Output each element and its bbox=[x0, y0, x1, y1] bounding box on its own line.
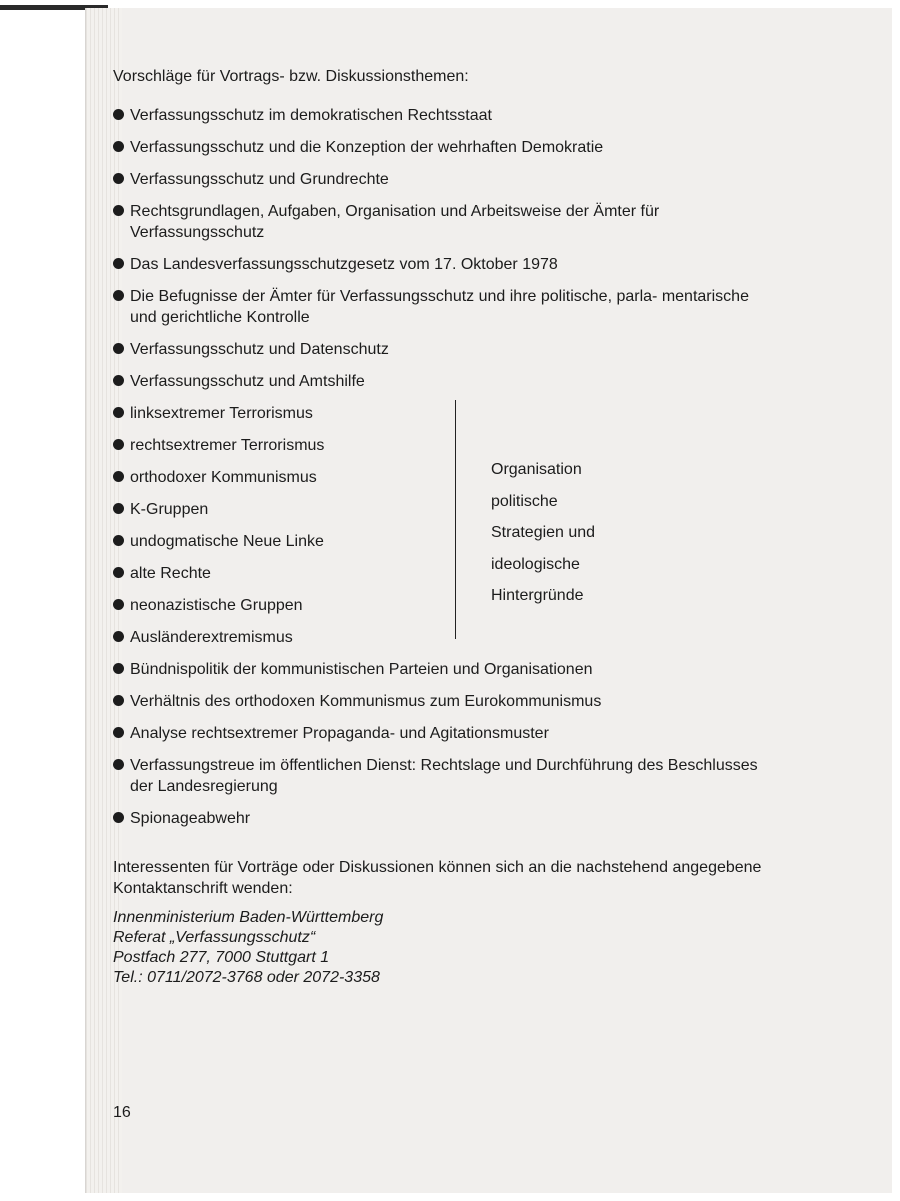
contact-intro: Interessenten für Vorträge oder Diskussionen können sich an die nachstehend angegebene Kontaktanschrift wenden: bbox=[113, 859, 762, 897]
bullet-icon bbox=[113, 631, 124, 642]
grouping-bracket bbox=[455, 400, 456, 639]
topics-list bbox=[113, 105, 773, 392]
bullet-icon bbox=[113, 695, 124, 706]
bullet-icon bbox=[113, 439, 124, 450]
bullet-icon bbox=[113, 471, 124, 482]
extremism-topic-item: orthodoxer Kommunismus bbox=[113, 467, 773, 488]
bracket-note-line: ideologische bbox=[491, 555, 580, 573]
extremism-topic-item: rechtsextremer Terrorismus bbox=[113, 435, 773, 456]
bracket-note bbox=[491, 454, 671, 612]
extremism-topics-group bbox=[113, 403, 773, 648]
bullet-icon bbox=[113, 535, 124, 546]
bullet-icon bbox=[113, 812, 124, 823]
address-line: Referat „Verfassungsschutz“ bbox=[113, 929, 316, 946]
bullet-icon bbox=[113, 173, 124, 184]
topic-item: Verfassungsschutz und die Konzeption der wehrhaften Demokratie bbox=[113, 137, 773, 158]
bullet-icon bbox=[113, 503, 124, 514]
bullet-icon bbox=[113, 205, 124, 216]
topic-item: Verfassungsschutz und Datenschutz bbox=[113, 339, 773, 360]
extremism-topic-item: Ausländerextremismus bbox=[113, 627, 773, 648]
bullet-icon bbox=[113, 599, 124, 610]
extremism-topic-item: undogmatische Neue Linke bbox=[113, 531, 773, 552]
topic-item: Verhältnis des orthodoxen Kommunismus zum Eurokommunismus bbox=[113, 691, 773, 712]
extremism-topics-list bbox=[113, 403, 773, 648]
bracket-note-line: Organisation bbox=[491, 461, 582, 478]
more-topics-list bbox=[113, 659, 773, 829]
topic-item: Verfassungsschutz im demokratischen Rechtsstaat bbox=[113, 105, 773, 126]
topic-item: Spionageabwehr bbox=[113, 808, 773, 829]
page-number: 16 bbox=[113, 1104, 131, 1121]
bullet-icon bbox=[113, 258, 124, 269]
bullet-icon bbox=[113, 407, 124, 418]
extremism-topic-item: K-Gruppen bbox=[113, 499, 773, 520]
bullet-icon bbox=[113, 375, 124, 386]
address-line: Innenministerium Baden-Württemberg bbox=[113, 909, 384, 926]
bracket-note-line: Strategien und bbox=[491, 524, 596, 541]
address-line: Tel.: 0711/2072-3768 oder 2072-3358 bbox=[113, 969, 380, 986]
extremism-topic-item: linksextremer Terrorismus bbox=[113, 403, 773, 424]
bullet-icon bbox=[113, 141, 124, 152]
bullet-icon bbox=[113, 759, 124, 770]
topic-item: Bündnispolitik der kommunistischen Parteien und Organisationen bbox=[113, 659, 773, 680]
topic-item: Rechtsgrundlagen, Aufgaben, Organisation und Arbeitsweise der Ämter für Verfassungsschutz bbox=[113, 201, 773, 243]
bullet-icon bbox=[113, 343, 124, 354]
extremism-topic-item: alte Rechte bbox=[113, 563, 773, 584]
bullet-icon bbox=[113, 290, 124, 301]
bracket-note-line: Hintergründe bbox=[491, 587, 584, 604]
topic-item: Verfassungsschutz und Grundrechte bbox=[113, 169, 773, 190]
topics-heading: Vorschläge für Vortrags- bzw. Diskussionsthemen: bbox=[113, 68, 469, 85]
bullet-icon bbox=[113, 663, 124, 674]
extremism-topic-item: neonazistische Gruppen bbox=[113, 595, 773, 616]
contact-address bbox=[113, 908, 773, 988]
topic-item: Verfassungstreue im öffentlichen Dienst: Rechtslage und Durchführung des Beschlusses der Landesregierung bbox=[113, 755, 773, 797]
bullet-icon bbox=[113, 567, 124, 578]
topic-item: Analyse rechtsextremer Propaganda- und Agitationsmuster bbox=[113, 723, 773, 744]
topic-item: Das Landesverfassungsschutzgesetz vom 17. Oktober 1978 bbox=[113, 254, 773, 275]
address-line: Postfach 277, 7000 Stuttgart 1 bbox=[113, 949, 330, 966]
bracket-note-line: politische bbox=[491, 492, 558, 510]
page-content bbox=[113, 66, 773, 988]
bullet-icon bbox=[113, 727, 124, 738]
topic-item: Die Befugnisse der Ämter für Verfassungsschutz und ihre politische, parla- mentarische und gerichtliche Kontrolle bbox=[113, 286, 773, 328]
topic-item: Verfassungsschutz und Amtshilfe bbox=[113, 371, 773, 392]
bullet-icon bbox=[113, 109, 124, 120]
